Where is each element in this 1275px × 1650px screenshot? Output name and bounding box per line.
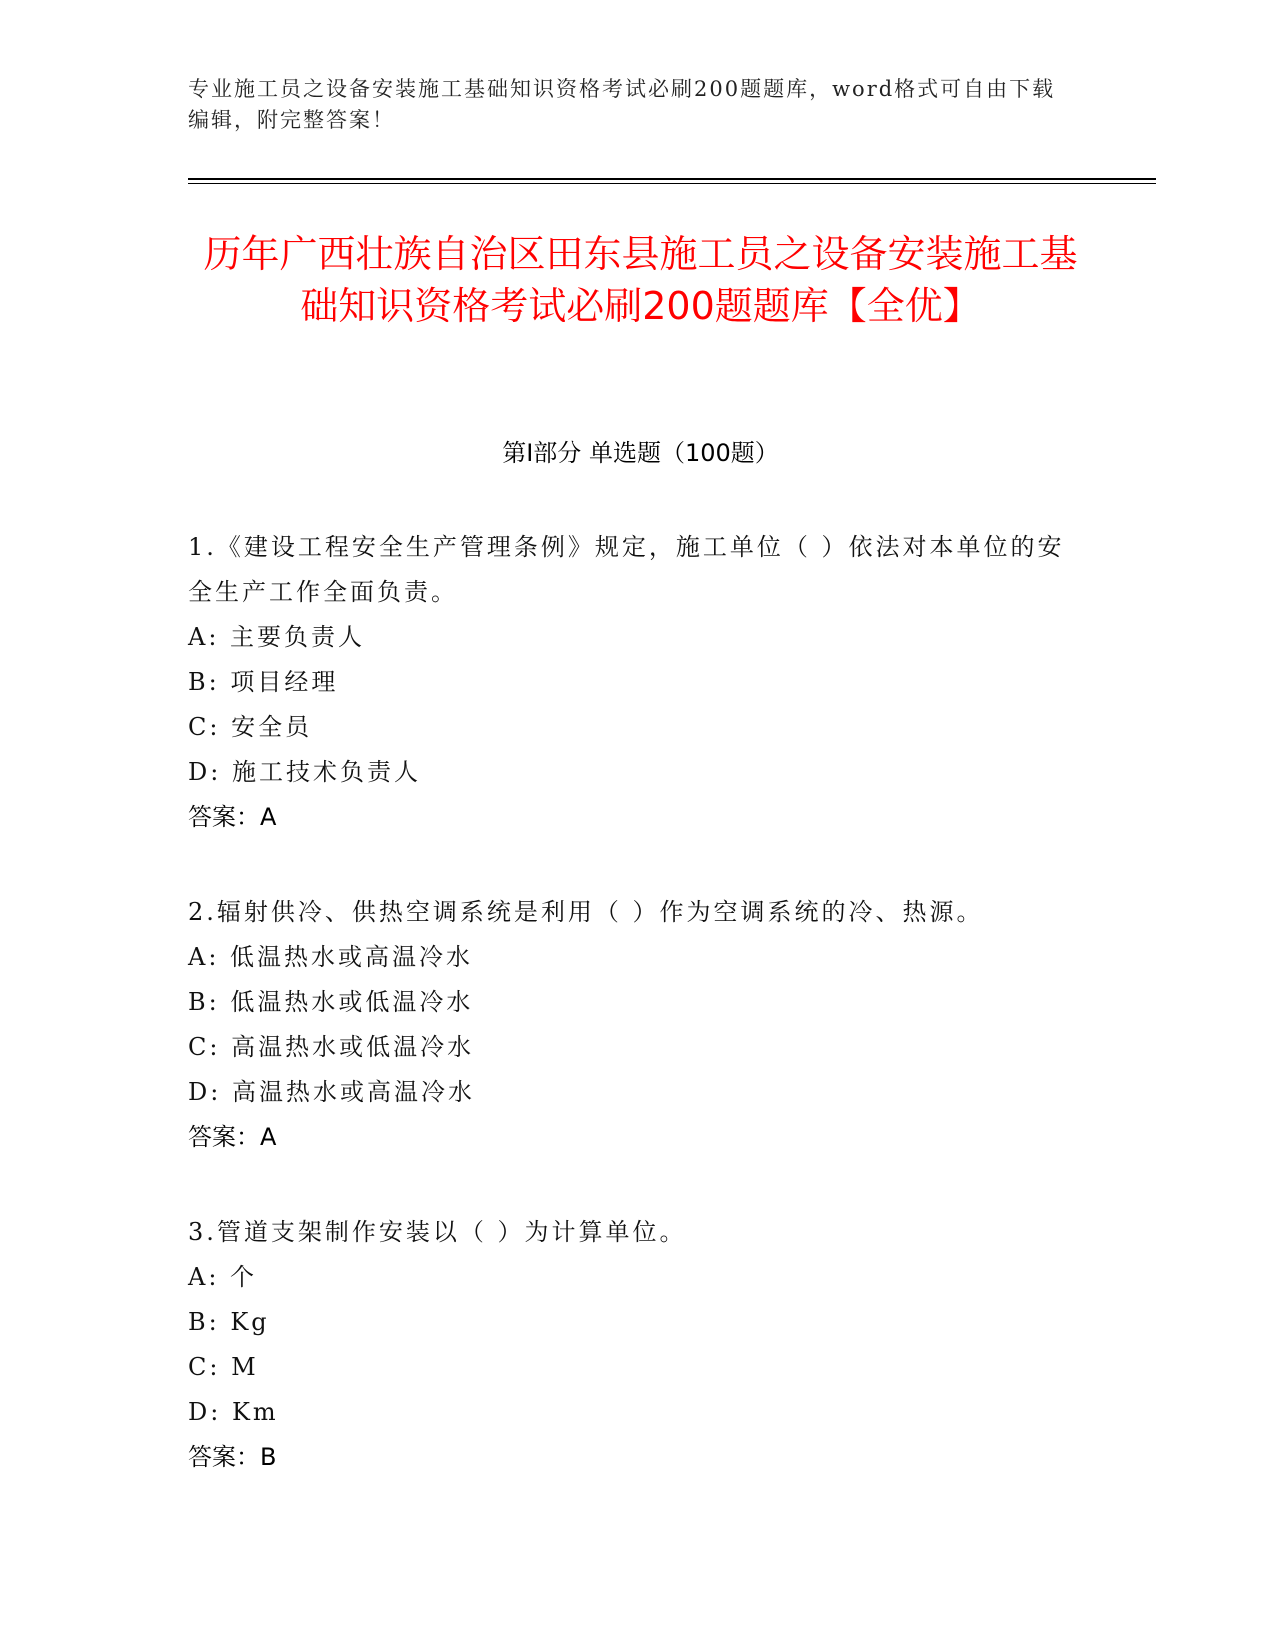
- option-a: A: 主要负责人: [188, 623, 366, 651]
- option-c: C: 安全员: [188, 713, 313, 741]
- question-stem: 1.《建设工程安全生产管理条例》规定，施工单位（ ）依法对本单位的安全生产工作全面负责。: [188, 533, 1065, 606]
- option-c: C: 高温热水或低温冷水: [188, 1033, 475, 1061]
- option-b: B: 项目经理: [188, 668, 339, 696]
- section-title: 第I部分 单选题（100题）: [502, 439, 779, 467]
- question-1: [188, 525, 1078, 840]
- question-3: [188, 1210, 1078, 1480]
- question-stem: 2.辐射供冷、供热空调系统是利用（ ）作为空调系统的冷、热源。: [188, 898, 984, 926]
- page-header: 专业施工员之设备安装施工基础知识资格考试必刷200题题库，word格式可自由下载编辑，附完整答案！: [188, 77, 1056, 132]
- option-b: B: 低温热水或低温冷水: [188, 988, 474, 1016]
- header-rule-thin: [188, 183, 1156, 184]
- option-d: D: Km: [188, 1398, 279, 1426]
- option-a: A: 低温热水或高温冷水: [188, 943, 474, 971]
- question-2: [188, 890, 1078, 1160]
- option-c: C: M: [188, 1353, 259, 1381]
- answer: 答案：A: [188, 1123, 277, 1151]
- answer: 答案：A: [188, 803, 277, 831]
- question-list: [188, 525, 1078, 1530]
- header-rule-thick: [188, 178, 1156, 180]
- answer: 答案：B: [188, 1443, 277, 1471]
- option-b: B: Kg: [188, 1308, 270, 1336]
- question-stem: 3.管道支架制作安装以（ ）为计算单位。: [188, 1218, 687, 1246]
- document-title: 历年广西壮族自治区田东县施工员之设备安装施工基础知识资格考试必刷200题题库【全优】: [203, 232, 1078, 328]
- option-d: D: 高温热水或高温冷水: [188, 1078, 475, 1106]
- option-d: D: 施工技术负责人: [188, 758, 421, 786]
- option-a: A: 个: [188, 1263, 258, 1291]
